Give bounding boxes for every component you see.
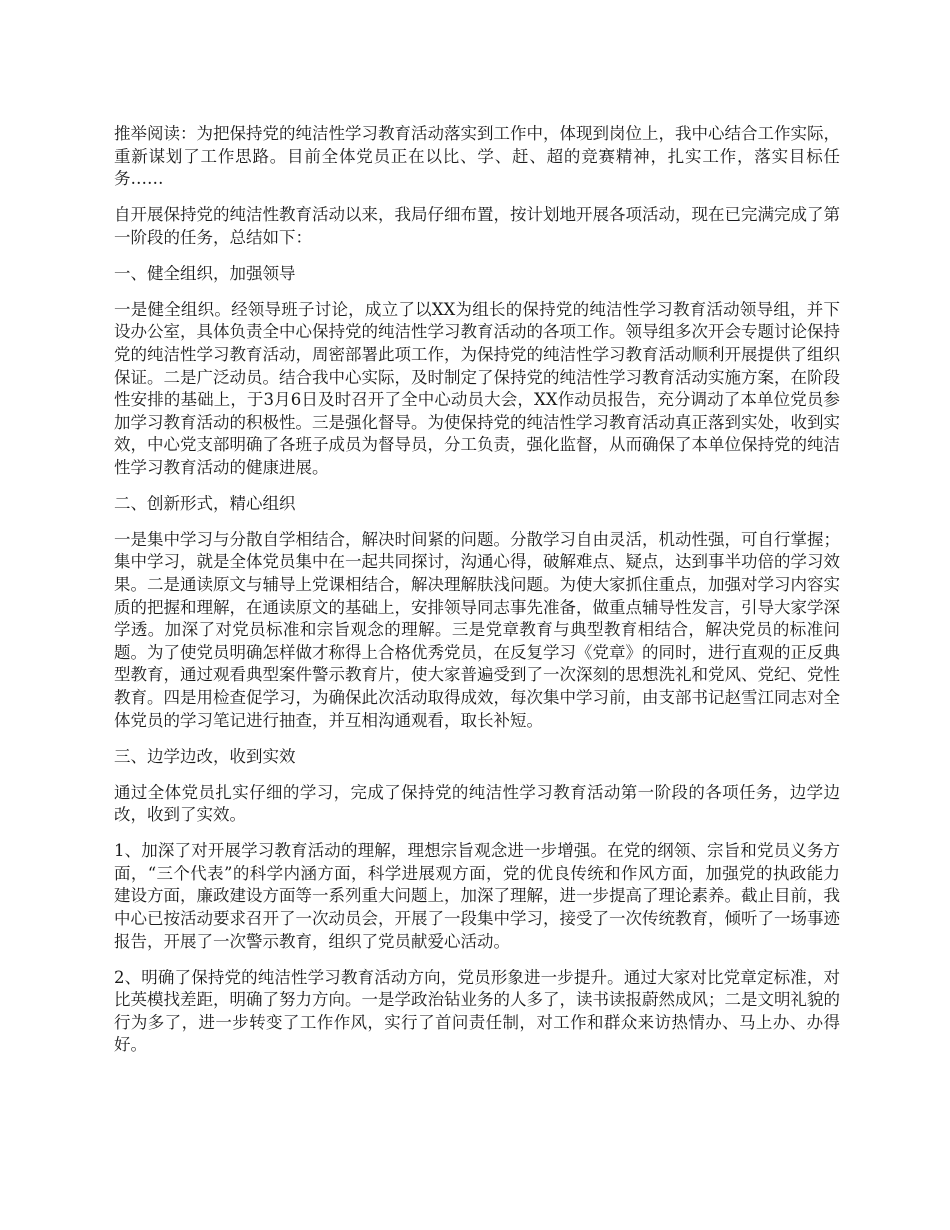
section-3-intro-paragraph: 通过全体党员扎实仔细的学习，完成了保持党的纯洁性学习教育活动第一阶段的各项任务，边学边改，收到了实效。 — [114, 782, 840, 825]
document-body — [114, 123, 840, 1070]
section-heading-1: 一、健全组织，加强领导 — [114, 263, 296, 283]
section-1-paragraph: 一是健全组织。经领导班子讨论，成立了以XX为组长的保持党的纯洁性学习教育活动领导组，并下设办公室，具体负责全中心保持党的纯洁性学习教育活动的各项工作。领导组多次开会专题讨论保持党的纯洁性学习教育活动，周密部署此项工作，为保持党的纯洁性学习教育活动顺利开展提供了组织保证。二是广泛动员。结合我中心实际，及时制定了保持党的纯洁性学习教育活动实施方案，在阶段性安排的基础上，于3月6日及时召开了全中心动员大会，XX作动员报告，充分调动了本单位党员参加学习教育活动的积极性。三是强化督导。为使保持党的纯洁性学习教育活动真正落到实处，收到实效，中心党支部明确了各班子成员为督导员，分工负责，强化监督，从而确保了本单位保持党的纯洁性学习教育活动的健康进展。 — [114, 299, 840, 477]
section-3-point-1: 1、加深了对开展学习教育活动的理解，理想宗旨观念进一步增强。在党的纲领、宗旨和党员义务方面，“三个代表”的科学内涵方面，科学进展观方面，党的优良传统和作风方面，加强党的执政能力建设方面，廉政建设方面等一系列重大问题上，加深了理解，进一步提高了理论素养。截止目前，我中心已按活动要求召开了一次动员会，开展了一段集中学习，接受了一次传统教育，倾听了一场事迹报告，开展了一次警示教育，组织了党员献爱心活动。 — [114, 841, 840, 951]
section-heading-2: 二、创新形式，精心组织 — [114, 493, 296, 513]
section-heading-3: 三、边学边改，收到实效 — [114, 746, 296, 766]
intro-paragraph: 推举阅读：为把保持党的纯洁性学习教育活动落实到工作中，体现到岗位上，我中心结合工作实际，重新谋划了工作思路。目前全体党员正在以比、学、赶、超的竞赛精神，扎实工作，落实目标任务…… — [114, 124, 840, 189]
section-3-point-2: 2、明确了保持党的纯洁性学习教育活动方向，党员形象进一步提升。通过大家对比党章定标准，对比英模找差距，明确了努力方向。一是学政治钻业务的人多了，读书读报蔚然成风；二是文明礼貌的行为多了，进一步转变了工作作风，实行了首问责任制，对工作和群众来访热情办、马上办、办得好。 — [114, 967, 840, 1055]
section-2-paragraph: 一是集中学习与分散自学相结合，解决时间紧的问题。分散学习自由灵活，机动性强，可自行掌握；集中学习，就是全体党员集中在一起共同探讨，沟通心得，破解难点、疑点，达到事半功倍的学习效果。二是通读原文与辅导上党课相结合，解决理解肤浅问题。为使大家抓住重点，加强对学习内容实质的把握和理解，在通读原文的基础上，安排领导同志事先准备，做重点辅导性发言，引导大家学深学透。加深了对党员标准和宗旨观念的理解。三是党章教育与典型教育相结合，解决党员的标准问题。为了使党员明确怎样做才称得上合格优秀党员，在反复学习《党章》的同时，进行直观的正反典型教育，通过观看典型案件警示教育片，使大家普遍受到了一次深刻的思想洗礼和党风、党纪、党性教育。四是用检查促学习，为确保此次活动取得成效，每次集中学习前，由支部书记赵雪江同志对全体党员的学习笔记进行抽查，并互相沟通观看，取长补短。 — [114, 529, 840, 730]
summary-paragraph: 自开展保持党的纯洁性教育活动以来，我局仔细布置，按计划地开展各项活动，现在已完满完成了第一阶段的任务，总结如下： — [114, 205, 840, 247]
